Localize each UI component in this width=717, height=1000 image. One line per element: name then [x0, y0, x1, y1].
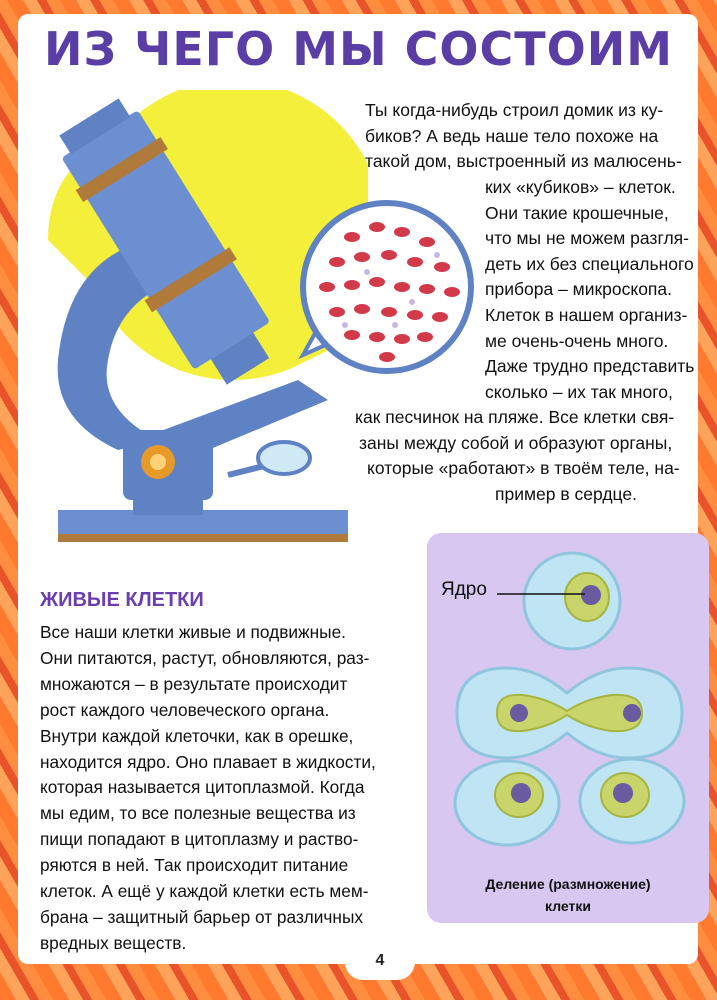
body-line: находится ядро. Оно плавает в жидкости,: [40, 751, 376, 772]
caption-line-2: клетки: [545, 898, 591, 914]
body-line: Все наши клетки живые и подвижные.: [40, 622, 346, 642]
body-line: множаются – в результате происходит: [40, 673, 348, 694]
body-line: пищи попадают в цитоплазму и раство-: [40, 829, 359, 850]
magnified-blood-cells: [297, 197, 477, 377]
body-line: рост каждого человеческого органа.: [40, 699, 330, 720]
intro-line: как песчинок на пляже. Все клетки свя-: [355, 407, 675, 427]
body-line: брана – защитный барьер от различных: [40, 906, 364, 927]
intro-line: ких «кубиков» – клеток.: [485, 177, 676, 197]
intro-text-bottom: [355, 405, 680, 507]
intro-line: заны между собой и образуют органы,: [359, 432, 673, 453]
intro-line: деть их без специального: [485, 253, 694, 274]
intro-line: Даже трудно представить: [485, 356, 695, 377]
body-line: Внутри каждой клеточки, как в орешке,: [40, 725, 354, 746]
body-line: ряются в ней. Так происходит питание: [40, 855, 349, 876]
body-line: которая называется цитоплазмой. Когда: [40, 777, 365, 798]
intro-line: сколько – их так много,: [485, 381, 673, 402]
section-heading: ЖИВЫЕ КЛЕТКИ: [40, 589, 204, 611]
page-number: 4: [345, 942, 415, 980]
caption-line-1: Деление (размножение): [485, 876, 651, 892]
body-line: мы едим, то все полезные вещества из: [40, 803, 356, 824]
page-title: ИЗ ЧЕГО МЫ СОСТОИМ: [43, 22, 674, 76]
intro-line: такой дом, выстроенный из малюсень-: [365, 151, 682, 172]
intro-line: что мы не можем разгля-: [485, 228, 689, 249]
intro-text-middle: [485, 175, 694, 405]
intro-line: Ты когда-нибудь строил домик из ку-: [365, 100, 664, 120]
intro-line: прибора – микроскопа.: [485, 279, 672, 300]
intro-line: ме очень-очень много.: [485, 330, 669, 351]
figure-caption: [427, 873, 709, 917]
intro-line: которые «работают» в твоём теле, на-: [367, 458, 680, 479]
nucleus-label: Ядро: [441, 579, 487, 600]
intro-line: пример в сердце.: [495, 483, 637, 504]
body-line: Они питаются, растут, обновляются, раз-: [40, 647, 370, 668]
intro-line: биков? А ведь наше тело похоже на: [365, 125, 659, 146]
body-line: клеток. А ещё у каждой клетки есть мем-: [40, 881, 369, 902]
body-line: вредных веществ.: [40, 932, 187, 953]
intro-text-top: [365, 98, 682, 175]
section-body: [40, 620, 376, 957]
intro-line: Клеток в нашем организ-: [485, 304, 688, 325]
intro-line: Они такие крошечные,: [485, 202, 669, 223]
